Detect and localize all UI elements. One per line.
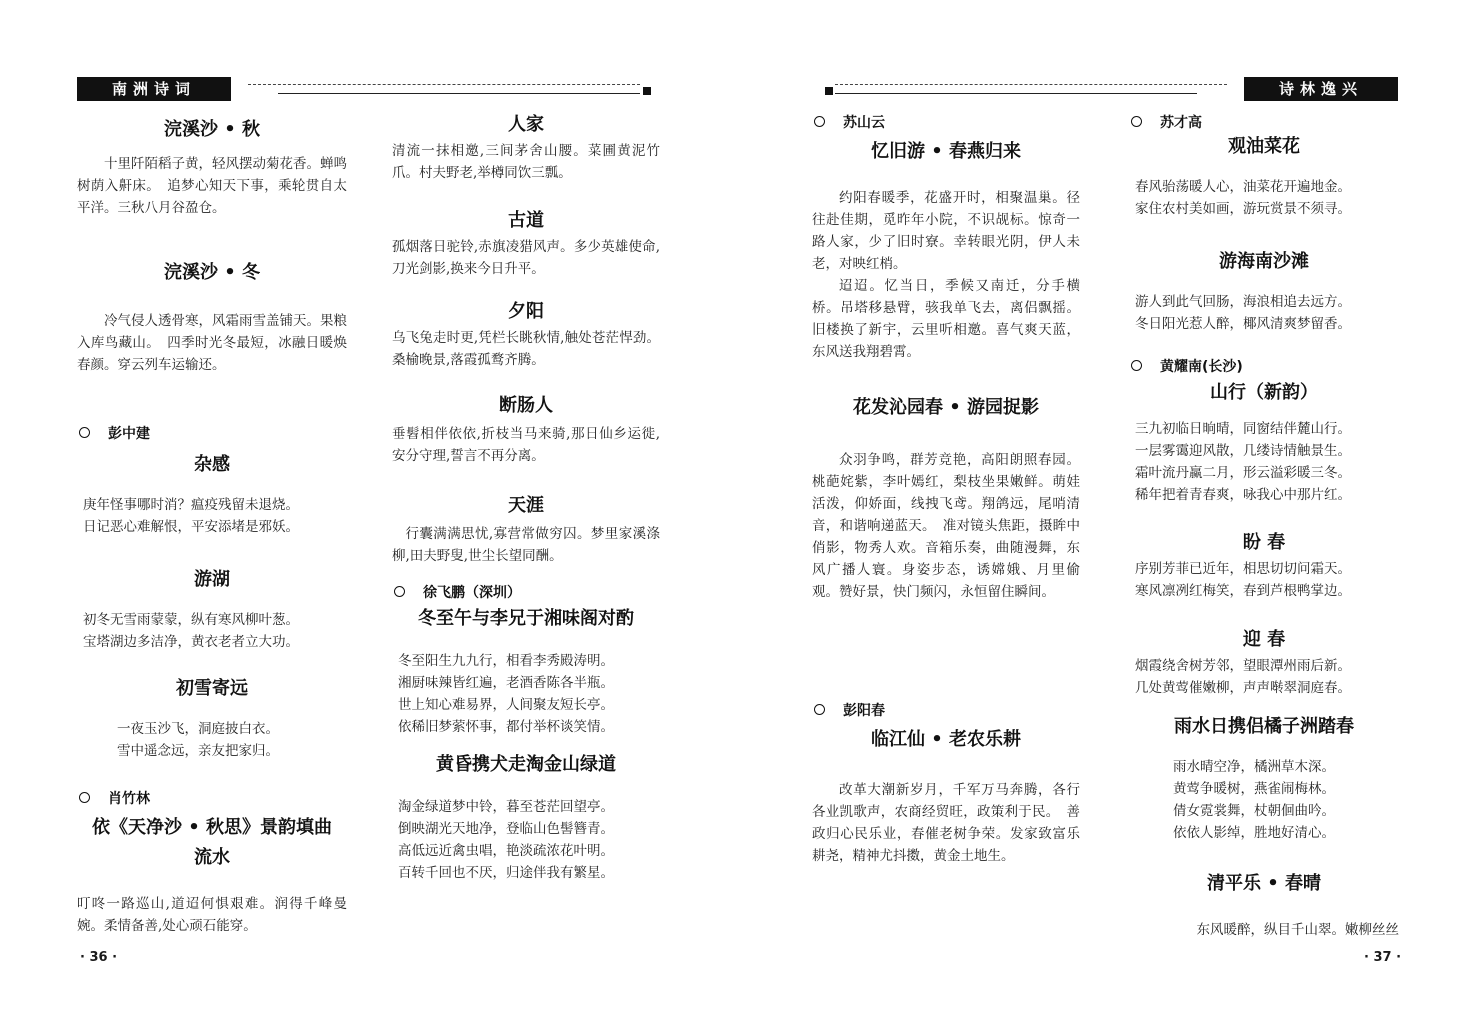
poem-title: 人家 bbox=[508, 114, 544, 135]
poem-title: 清平乐 • 春晴 bbox=[1206, 873, 1322, 894]
poem-text: 冷气侵人透骨寒，风霜雨雪盖铺天。果粮入库鸟藏山。 四季时光冬最短，冰融日暖焕春颜。穿云列车运输还。 bbox=[77, 313, 347, 373]
poem-title: 杂感 bbox=[194, 454, 230, 475]
author-name: 肖竹林 bbox=[108, 791, 150, 807]
author-line bbox=[814, 112, 885, 134]
author-line bbox=[79, 788, 150, 810]
circle-bullet-icon bbox=[1131, 360, 1142, 371]
header-square-icon bbox=[643, 87, 651, 95]
poem-line: 烟霞绕舍树芳邻，望眼潭州雨后新。 bbox=[1135, 658, 1351, 674]
poem-title: 浣溪沙 • 秋 bbox=[163, 119, 261, 140]
poem-line: 霜叶流丹赢二月，形云溢彩暖三冬。 bbox=[1135, 465, 1351, 481]
poem-text: 改革大潮新岁月，千军万马奔腾，各行各业凯歌声，农商经贸旺，政策利于民。 善政归心民乐业，春催老树争荣。发家致富乐耕尧，精神尤抖擞，黄金土地生。 bbox=[812, 782, 1080, 864]
header-rule bbox=[278, 93, 640, 94]
poem-line: 雨水晴空净，橘洲草木深。 bbox=[1173, 759, 1335, 775]
poem-text: 约阳春暖季，花盛开时，相聚温巢。径往赴佳期，觅昨年小院，不识觇标。惊奇一路人家，少了旧时寮。幸转眼光阴，伊人未老，对映红梢。 bbox=[812, 190, 1080, 272]
author-name: 黄耀南(长沙) bbox=[1160, 359, 1243, 375]
poem-line: 倒映湖光天地净，登临山色髻簪青。 bbox=[398, 821, 614, 837]
poem-line: 庚年怪事哪时消？瘟疫残留未退烧。 bbox=[83, 497, 299, 513]
poem-title: 雨水日携侣橘子洲踏春 bbox=[1174, 716, 1354, 737]
poem-text: 行囊满满思忧,寡营常做穷囚。梦里家溪涤柳,田夫野叟,世尘长望同酬。 bbox=[392, 526, 660, 564]
poem-title: 游湖 bbox=[194, 569, 230, 590]
poem-line: 湘厨味辣皆红遍，老酒香陈各半瓶。 bbox=[398, 675, 614, 691]
author-name: 徐飞鹏（深圳） bbox=[423, 585, 521, 601]
circle-bullet-icon bbox=[814, 704, 825, 715]
header-dotted-rule bbox=[835, 84, 1227, 85]
poem-title: 古道 bbox=[508, 210, 544, 231]
poem-line: 寒风凛冽红梅笑，春到芦根鸭掌边。 bbox=[1135, 583, 1351, 599]
poem-line: 一夜玉沙飞，洞庭披白衣。 bbox=[117, 721, 279, 737]
circle-bullet-icon bbox=[814, 116, 825, 127]
circle-bullet-icon bbox=[394, 586, 405, 597]
poem-line: 家住农村美如画，游玩赏景不须寻。 bbox=[1135, 201, 1351, 217]
poem-title: 迎 春 bbox=[1242, 629, 1286, 650]
poem-line: 世上知心难易界，人间聚友短长亭。 bbox=[398, 697, 614, 713]
poem-title: 天涯 bbox=[508, 495, 544, 516]
poem-line: 百转千回也不厌，归途伴我有繁星。 bbox=[398, 865, 614, 881]
right-header-tab: 诗林逸兴 bbox=[1244, 77, 1398, 101]
poem-title: 盼 春 bbox=[1242, 532, 1286, 553]
poem-title: 初雪寄远 bbox=[176, 678, 248, 699]
author-line bbox=[1131, 356, 1243, 378]
poem-title: 临江仙 • 老农乐耕 bbox=[870, 729, 1022, 750]
poem-text: 叮咚一路巡山,道迢何惧艰难。润得千峰曼婉。柔情备善,处心顽石能穿。 bbox=[77, 896, 347, 934]
poem-line: 冬至阳生九九行，相看李秀殿涛明。 bbox=[398, 653, 614, 669]
poem-line: 倩女霓裳舞，杖朝佪曲吟。 bbox=[1173, 803, 1335, 819]
author-line bbox=[814, 700, 885, 722]
poem-line: 冬日阳光惹人醉，椰风清爽梦留香。 bbox=[1135, 316, 1351, 332]
right-page bbox=[737, 0, 1474, 1020]
poem-title: 夕阳 bbox=[508, 301, 544, 322]
poem-text: 十里阡陌稻子黄，轻风摆动菊花香。蝉鸣树荫入鼾床。 追梦心知天下事，乘轮贯自太平洋。三秋八月谷盈仓。 bbox=[77, 156, 347, 216]
poem-line: 依依人影绰，胜地好清心。 bbox=[1173, 825, 1335, 841]
page-number: · 36 · bbox=[80, 950, 118, 965]
poem-line: 春风骀荡暖人心，油菜花开遍地金。 bbox=[1135, 179, 1351, 195]
poem-title-line2: 流水 bbox=[194, 847, 230, 868]
poem-line: 几处黄莺催嫩柳，声声啭翠洞庭春。 bbox=[1135, 680, 1351, 696]
poem-title: 山行（新韵） bbox=[1210, 382, 1318, 403]
poem-text: 垂髫相伴依依,折枝当马来骑,那日仙乡运徙,安分守理,誓言不再分离。 bbox=[392, 426, 660, 464]
poem-title: 冬至午与李兄于湘味阁对酌 bbox=[418, 608, 634, 629]
poem-title: 依《天净沙 • 秋思》景韵填曲 bbox=[91, 817, 333, 838]
poem-line: 初冬无雪雨蒙蒙，纵有寒风柳叶葱。 bbox=[83, 612, 299, 628]
poem-line: 东风暖醉，纵目千山翠。嫩柳丝丝 bbox=[1196, 922, 1399, 938]
author-line bbox=[394, 582, 521, 604]
poem-text: 孤烟落日驼铃,赤旗凌猎风声。多少英雄使命,刀光剑影,换来今日升平。 bbox=[392, 239, 660, 277]
poem-text: 乌飞兔走时更,凭栏长眺秋情,触处苍茫悍劲。桑榆晚景,落霞孤鹜齐腾。 bbox=[392, 330, 660, 368]
poem-title: 观油菜花 bbox=[1228, 136, 1300, 157]
poem-line: 序别芳菲已近年，相思切切问霜天。 bbox=[1135, 561, 1351, 577]
poem-line: 依稀旧梦萦怀事，都付举杯谈笑情。 bbox=[398, 719, 614, 735]
author-name: 彭阳春 bbox=[843, 703, 885, 719]
poem-line: 三九初临日晌晴，同窗结伴麓山行。 bbox=[1135, 421, 1351, 437]
circle-bullet-icon bbox=[79, 427, 90, 438]
author-line bbox=[79, 423, 150, 445]
poem-title: 浣溪沙 • 冬 bbox=[163, 262, 261, 283]
poem-title: 游海南沙滩 bbox=[1219, 251, 1309, 272]
header-dotted-rule bbox=[248, 84, 640, 85]
author-name: 苏山云 bbox=[843, 115, 885, 131]
poem-line: 稀年把着青春爽，咏我心中那片红。 bbox=[1135, 487, 1351, 503]
author-name: 彭中建 bbox=[108, 426, 150, 442]
circle-bullet-icon bbox=[79, 792, 90, 803]
header-rule bbox=[835, 93, 1197, 94]
poem-line: 一层雾霭迎风散，几缕诗情触景生。 bbox=[1135, 443, 1351, 459]
poem-line: 雪中遥念远，亲友把家归。 bbox=[117, 743, 279, 759]
poem-line: 淘金绿道梦中铃，暮至苍茫回望亭。 bbox=[398, 799, 614, 815]
poem-line: 日记恶心难解恨，平安添堵是邪妖。 bbox=[83, 519, 299, 535]
poem-title: 断肠人 bbox=[499, 395, 553, 416]
poem-title: 花发沁园春 • 游园捉影 bbox=[852, 397, 1040, 418]
poem-text: 众羽争鸣，群芳竞艳，高阳朗照春园。桃葩姹紫，李叶嫣红，梨枝坐果嫩鲜。萌娃活泼，仰娇面，线拽飞鸢。翔鸽远，尾哨清音，和谐响递蓝天。 准对镜头焦距，摄眸中俏影，物秀人欢。音箱乐奏，曲随漫舞，东风广播人寰。身姿步态，诱嫦娥、月里偷观。赞好景，快门频闪，永恒留住瞬间。 bbox=[812, 452, 1080, 600]
author-line bbox=[1131, 112, 1202, 134]
page-number: · 37 · bbox=[1364, 950, 1402, 965]
header-square-icon bbox=[825, 87, 833, 95]
poem-line: 黄莺争暖树，燕雀闹梅林。 bbox=[1173, 781, 1335, 797]
poem-title: 忆旧游 • 春燕归来 bbox=[870, 141, 1022, 162]
author-name: 苏才高 bbox=[1160, 115, 1202, 131]
left-header-tab: 南洲诗词 bbox=[77, 77, 231, 101]
poem-title: 黄昏携犬走淘金山绿道 bbox=[436, 754, 616, 775]
poem-text: 清流一抹相邀,三间茅舍山腰。菜圃黄泥竹爪。村夫野老,举樽同饮三瓢。 bbox=[392, 143, 660, 181]
poem-text: 迢迢。忆当日，季候又南迁，分手横桥。吊塔移悬臂，骇我单飞去，离侣飘摇。旧楼换了新宇，云里听相邀。喜气爽天蓝，东风送我翔碧霄。 bbox=[812, 278, 1080, 360]
circle-bullet-icon bbox=[1131, 116, 1142, 127]
poem-line: 宝塔湖边多洁净，黄衣老者立大功。 bbox=[83, 634, 299, 650]
poem-line: 高低远近禽虫唱，艳淡疏浓花叶明。 bbox=[398, 843, 614, 859]
poem-line: 游人到此气回肠，海浪相追去远方。 bbox=[1135, 294, 1351, 310]
